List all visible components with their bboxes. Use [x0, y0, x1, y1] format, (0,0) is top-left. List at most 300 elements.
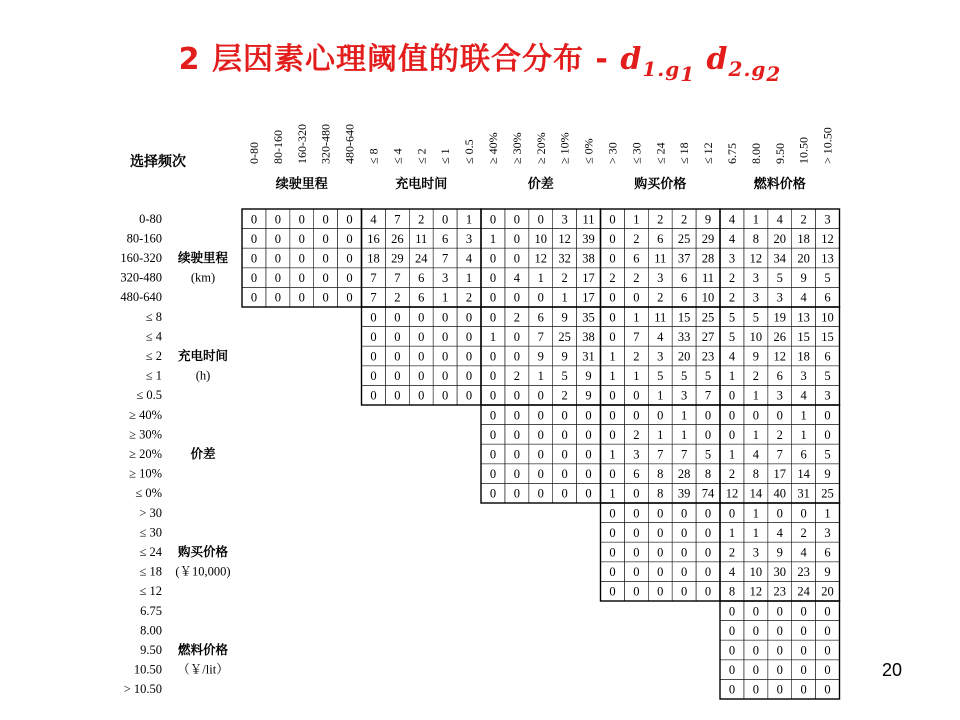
cell-value: 27: [701, 329, 715, 344]
cell-value: 0: [776, 604, 783, 619]
column-level-label: ≤ 12: [701, 142, 716, 164]
cell-value: 0: [370, 329, 377, 344]
cell-value: 1: [657, 427, 664, 442]
cell-value: 2: [561, 388, 568, 403]
cell-value: 9: [561, 349, 568, 364]
cell-value: 23: [797, 565, 810, 580]
cell-value: 0: [609, 545, 616, 560]
cell-value: 26: [773, 329, 786, 344]
cell-value: 3: [633, 447, 640, 462]
cell-value: 0: [489, 427, 497, 442]
cell-value: 39: [677, 486, 691, 501]
cell-value: 26: [391, 231, 404, 246]
cell-value: 0: [585, 467, 592, 482]
cell-value: 31: [582, 349, 595, 364]
cell-value: 3: [824, 525, 831, 540]
cell-value: 2: [633, 427, 640, 442]
column-level-label: 80-160: [270, 130, 285, 164]
cell-value: 15: [677, 310, 691, 325]
cell-value: 0: [824, 427, 831, 442]
cell-value: 5: [657, 369, 664, 384]
cell-value: 0: [274, 251, 281, 266]
cell-value: 25: [677, 231, 691, 246]
cell-value: 0: [776, 663, 783, 678]
cell-value: 0: [513, 408, 520, 423]
column-level-label: > 30: [605, 142, 620, 164]
cell-value: 8: [704, 467, 712, 482]
cell-value: 0: [394, 329, 401, 344]
cell-value: 12: [725, 486, 739, 501]
cell-value: 13: [821, 251, 834, 266]
cell-value: 0: [442, 349, 449, 364]
row-level-label: ≤ 1: [145, 368, 162, 383]
cell-value: 0: [609, 565, 616, 580]
cell-value: 0: [609, 329, 616, 344]
row-level-label: ≤ 12: [139, 584, 162, 599]
cell-value: 0: [609, 212, 616, 227]
cell-value: 23: [701, 349, 715, 364]
cell-value: 0: [752, 682, 759, 697]
cell-value: 25: [821, 486, 834, 501]
cell-value: 0: [609, 506, 616, 521]
cell-value: 5: [824, 369, 831, 384]
cell-value: 12: [821, 231, 834, 246]
column-level-label: 480-640: [342, 124, 357, 164]
column-level-label: 6.75: [724, 143, 739, 164]
cell-value: 1: [752, 506, 759, 521]
cell-value: 1: [609, 369, 616, 384]
cell-value: 7: [776, 447, 783, 462]
cell-value: 0: [298, 290, 305, 305]
cell-value: 13: [797, 310, 810, 325]
cell-value: 4: [776, 525, 783, 540]
row-level-label: > 30: [139, 505, 162, 520]
cell-value: 0: [274, 212, 281, 227]
column-level-label: ≤ 4: [390, 148, 405, 164]
row-level-label: ≤ 18: [139, 564, 162, 579]
cell-value: 10: [821, 310, 834, 325]
cell-value: 0: [465, 388, 473, 403]
column-level-label: ≥ 20%: [533, 132, 548, 164]
cell-value: 0: [728, 623, 736, 638]
cell-value: 10: [749, 329, 763, 344]
cell-value: 5: [752, 310, 759, 325]
cell-value: 1: [609, 447, 616, 462]
cell-value: 1: [633, 369, 640, 384]
cell-value: 17: [582, 271, 595, 286]
cell-value: 0: [681, 525, 688, 540]
cell-value: 12: [749, 251, 763, 266]
cell-value: 0: [513, 427, 520, 442]
cell-value: 0: [513, 251, 520, 266]
cell-value: 11: [415, 231, 428, 246]
column-level-label: ≥ 30%: [509, 132, 524, 164]
cell-value: 3: [752, 271, 759, 286]
cell-value: 8: [657, 467, 664, 482]
cell-value: 2: [633, 271, 640, 286]
column-level-label: ≤ 30: [629, 142, 644, 164]
row-level-label: ≤ 4: [145, 329, 162, 344]
cell-value: 0: [585, 408, 592, 423]
cell-value: 2: [633, 349, 640, 364]
row-level-label: ≤ 0%: [135, 486, 162, 501]
cell-value: 1: [489, 329, 497, 344]
cell-value: 20: [677, 349, 691, 364]
cell-value: 6: [418, 271, 425, 286]
cell-value: 0: [489, 251, 497, 266]
cell-value: 0: [561, 486, 568, 501]
cell-value: 0: [274, 290, 281, 305]
cell-value: 2: [418, 212, 425, 227]
cell-value: 3: [728, 251, 736, 266]
cell-value: 40: [773, 486, 786, 501]
cell-value: 0: [513, 467, 520, 482]
cell-value: 4: [728, 231, 736, 246]
cell-value: 0: [752, 643, 759, 658]
cell-value: 1: [681, 427, 688, 442]
cell-value: 0: [609, 427, 616, 442]
cell-value: 5: [728, 310, 736, 325]
cell-value: 0: [250, 251, 258, 266]
cell-value: 0: [728, 643, 736, 658]
cell-value: 0: [824, 408, 831, 423]
cell-value: 34: [773, 251, 786, 266]
row-level-label: ≤ 24: [139, 545, 162, 559]
column-group-label: 续驶里程: [275, 177, 328, 192]
cell-value: 0: [537, 486, 544, 501]
cell-value: 8: [752, 467, 759, 482]
cell-value: 25: [558, 329, 571, 344]
cell-value: 4: [728, 212, 736, 227]
row-level-label: ≤ 30: [139, 525, 162, 540]
cell-value: 28: [677, 467, 691, 482]
cell-value: 7: [442, 251, 449, 266]
cell-value: 15: [797, 329, 810, 344]
cell-value: 1: [442, 290, 449, 305]
cell-value: 0: [657, 545, 664, 560]
row-level-label: 160-320: [120, 251, 162, 265]
cell-value: 0: [704, 545, 712, 560]
cell-value: 0: [800, 506, 807, 521]
cell-value: 2: [513, 369, 520, 384]
cell-value: 17: [582, 290, 595, 305]
cell-value: 0: [418, 388, 425, 403]
cell-value: 0: [274, 231, 281, 246]
cell-value: 0: [704, 408, 712, 423]
cell-value: 0: [633, 486, 640, 501]
cell-value: 0: [250, 271, 258, 286]
cell-value: 0: [609, 310, 616, 325]
cell-value: 20: [821, 584, 834, 599]
cell-value: 3: [657, 349, 664, 364]
row-group-unit: （￥/lit）: [177, 662, 229, 677]
cell-value: 2: [800, 525, 807, 540]
cell-value: 0: [681, 565, 688, 580]
cell-value: 0: [489, 388, 497, 403]
cell-value: 1: [633, 212, 640, 227]
cell-value: 1: [465, 212, 473, 227]
cell-value: 4: [752, 447, 759, 462]
cell-value: 0: [513, 290, 520, 305]
cell-value: 3: [824, 388, 831, 403]
cell-value: 1: [752, 427, 759, 442]
cell-value: 0: [346, 251, 353, 266]
cell-value: 0: [728, 604, 736, 619]
cell-value: 0: [489, 486, 497, 501]
cell-value: 0: [537, 212, 544, 227]
cell-value: 5: [681, 369, 688, 384]
row-group-label: 价差: [190, 446, 216, 461]
cell-value: 0: [633, 584, 640, 599]
cell-value: 12: [773, 349, 786, 364]
cell-value: 0: [800, 663, 807, 678]
cell-value: 0: [728, 408, 736, 423]
cell-value: 18: [797, 349, 810, 364]
cell-value: 2: [633, 231, 640, 246]
column-level-label: ≤ 0%: [581, 138, 596, 164]
cell-value: 10: [534, 231, 547, 246]
cell-value: 6: [681, 271, 688, 286]
cell-value: 0: [513, 486, 520, 501]
cell-value: 0: [537, 388, 544, 403]
cell-value: 9: [824, 565, 831, 580]
row-level-label: ≤ 0.5: [136, 388, 162, 403]
cell-value: 0: [704, 427, 712, 442]
cell-value: 0: [776, 682, 783, 697]
cell-value: 1: [728, 369, 736, 384]
cell-value: 0: [418, 329, 425, 344]
cell-value: 1: [752, 525, 759, 540]
cell-value: 1: [537, 369, 544, 384]
cell-value: 3: [681, 388, 688, 403]
column-level-label: ≤ 0.5: [462, 139, 477, 164]
cell-value: 0: [513, 212, 520, 227]
cell-value: 2: [728, 271, 736, 286]
cell-value: 0: [704, 584, 712, 599]
cell-value: 0: [537, 447, 544, 462]
cell-value: 0: [633, 290, 640, 305]
cell-value: 24: [415, 251, 428, 266]
cell-value: 0: [489, 349, 497, 364]
corner-label: 选择频次: [130, 154, 186, 170]
column-group-label: 燃料价格: [753, 177, 806, 192]
cell-value: 2: [561, 271, 568, 286]
cell-value: 9: [824, 467, 831, 482]
cell-value: 0: [585, 447, 592, 462]
cell-value: 7: [657, 447, 664, 462]
row-level-label: 80-160: [126, 231, 162, 246]
cell-value: 0: [298, 251, 305, 266]
cell-value: 0: [537, 408, 544, 423]
cell-value: 14: [749, 486, 763, 501]
cell-value: 1: [728, 525, 736, 540]
cell-value: 7: [370, 271, 377, 286]
cell-value: 0: [609, 584, 616, 599]
cell-value: 5: [824, 271, 831, 286]
cell-value: 0: [585, 427, 592, 442]
cell-value: 3: [442, 271, 449, 286]
cell-value: 0: [442, 212, 449, 227]
cell-value: 2: [728, 290, 736, 305]
cell-value: 11: [654, 251, 667, 266]
cell-value: 12: [749, 584, 763, 599]
cell-value: 4: [513, 271, 520, 286]
cell-value: 0: [824, 623, 831, 638]
cell-value: 2: [752, 369, 759, 384]
cell-value: 0: [800, 682, 807, 697]
cell-value: 28: [701, 251, 715, 266]
cell-value: 2: [681, 212, 688, 227]
cell-value: 0: [609, 251, 616, 266]
row-level-label: 6.75: [140, 603, 162, 618]
cell-value: 74: [701, 486, 715, 501]
row-level-label: 8.00: [140, 623, 162, 638]
cell-value: 1: [800, 427, 807, 442]
cell-value: 16: [367, 231, 380, 246]
cell-value: 0: [657, 506, 664, 521]
cell-value: 3: [776, 388, 783, 403]
cell-value: 5: [704, 369, 712, 384]
cell-value: 0: [609, 290, 616, 305]
cell-value: 0: [633, 545, 640, 560]
cell-value: 31: [797, 486, 810, 501]
cell-value: 0: [394, 310, 401, 325]
cell-value: 5: [704, 447, 712, 462]
cell-value: 6: [824, 349, 831, 364]
cell-value: 1: [800, 408, 807, 423]
cell-value: 0: [752, 604, 759, 619]
column-level-label: > 10.50: [820, 127, 835, 164]
cell-value: 0: [250, 231, 258, 246]
cell-value: 0: [824, 643, 831, 658]
cell-value: 2: [657, 290, 664, 305]
cell-value: 17: [773, 467, 786, 482]
cell-value: 12: [558, 231, 571, 246]
cell-value: 0: [322, 212, 329, 227]
cell-value: 4: [776, 212, 783, 227]
cell-value: 0: [513, 329, 520, 344]
row-group-label: 购买价格: [177, 544, 229, 559]
cell-value: 0: [513, 447, 520, 462]
cell-value: 0: [322, 251, 329, 266]
cell-value: 0: [704, 565, 712, 580]
cell-value: 0: [418, 310, 425, 325]
cell-value: 0: [513, 231, 520, 246]
cell-value: 0: [394, 388, 401, 403]
column-level-label: ≤ 24: [653, 142, 668, 164]
cell-value: 38: [582, 329, 595, 344]
cell-value: 0: [752, 663, 759, 678]
cell-value: 19: [773, 310, 786, 325]
cell-value: 0: [537, 467, 544, 482]
row-group-unit: (￥10,000): [175, 564, 231, 579]
cell-value: 0: [346, 271, 353, 286]
row-group-label: 续驶里程: [177, 250, 229, 265]
cell-value: 2: [513, 310, 520, 325]
cell-value: 6: [824, 545, 831, 560]
cell-value: 6: [824, 290, 831, 305]
cell-value: 0: [489, 310, 497, 325]
cell-value: 6: [800, 447, 807, 462]
cell-value: 0: [442, 369, 449, 384]
row-level-label: ≤ 2: [145, 349, 162, 363]
cell-value: 0: [728, 506, 736, 521]
cell-value: 0: [633, 388, 640, 403]
column-level-label: 8.00: [748, 143, 763, 164]
cell-value: 0: [657, 565, 664, 580]
cell-value: 0: [489, 271, 497, 286]
cell-value: 24: [797, 584, 810, 599]
cell-value: 1: [465, 271, 473, 286]
cell-value: 2: [394, 290, 401, 305]
row-group-label: 充电时间: [177, 348, 229, 363]
cell-value: 1: [609, 349, 616, 364]
column-group-label: 充电时间: [395, 177, 448, 192]
cell-value: 38: [582, 251, 595, 266]
cell-value: 8: [657, 486, 664, 501]
cell-value: 11: [582, 212, 595, 227]
cell-value: 6: [418, 290, 425, 305]
cell-value: 0: [442, 329, 449, 344]
cell-value: 0: [776, 643, 783, 658]
cell-value: 0: [489, 369, 497, 384]
cell-value: 0: [274, 271, 281, 286]
cell-value: 1: [537, 271, 544, 286]
column-level-label: ≤ 8: [366, 148, 381, 164]
cell-value: 0: [824, 604, 831, 619]
cell-value: 0: [728, 427, 736, 442]
row-level-label: ≥ 40%: [129, 407, 162, 422]
row-group-unit: (h): [195, 368, 211, 383]
cell-value: 0: [322, 290, 329, 305]
column-level-label: 160-320: [294, 124, 309, 164]
cell-value: 2: [800, 212, 807, 227]
cell-value: 0: [776, 506, 783, 521]
cell-value: 0: [561, 467, 568, 482]
cell-value: 3: [465, 231, 473, 246]
cell-value: 8: [752, 231, 759, 246]
cell-value: 0: [322, 271, 329, 286]
cell-value: 0: [585, 486, 592, 501]
cell-value: 20: [797, 251, 810, 266]
cell-value: 0: [489, 467, 497, 482]
cell-value: 9: [704, 212, 712, 227]
cell-value: 0: [346, 231, 353, 246]
cell-value: 4: [657, 329, 664, 344]
cell-value: 0: [800, 604, 807, 619]
cell-value: 0: [776, 623, 783, 638]
title-text: 2 层因素心理阈值的联合分布 -: [178, 42, 609, 77]
cell-value: 6: [633, 467, 640, 482]
column-level-label: 0-80: [246, 142, 261, 164]
cell-value: 0: [776, 408, 783, 423]
cell-value: 10: [701, 290, 715, 305]
cell-value: 1: [752, 388, 759, 403]
row-level-label: ≥ 20%: [129, 447, 162, 461]
cell-value: 6: [681, 290, 688, 305]
cell-value: 5: [824, 447, 831, 462]
cell-value: 0: [752, 408, 759, 423]
cell-value: 0: [298, 212, 305, 227]
cell-value: 3: [800, 369, 807, 384]
cell-value: 0: [800, 643, 807, 658]
cell-value: 8: [728, 584, 736, 599]
cell-value: 20: [773, 231, 786, 246]
cell-value: 1: [489, 231, 497, 246]
column-level-label: ≤ 2: [414, 148, 429, 164]
row-level-label: ≥ 30%: [129, 427, 162, 442]
cell-value: 7: [370, 290, 377, 305]
